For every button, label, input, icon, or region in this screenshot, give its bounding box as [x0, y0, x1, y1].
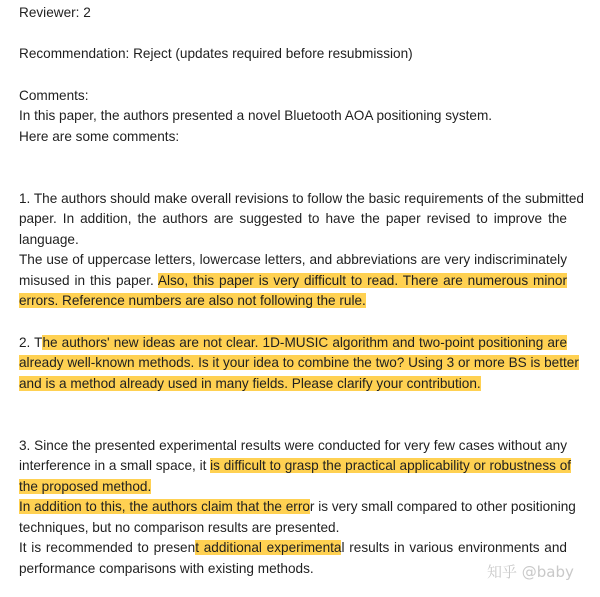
highlighted-text: In addition to this, the authors claim that the erro — [19, 499, 310, 514]
comment3-text: It is recommended to presen — [19, 540, 196, 555]
recommendation-line: Recommendation: Reject (updates required before resubmission) — [19, 46, 413, 61]
comment2-line — [19, 353, 579, 373]
comment3-line — [19, 477, 567, 497]
comment1-line: language. — [19, 232, 79, 247]
comment3-line: performance comparisons with existing methods. — [19, 561, 314, 576]
highlighted-text: already well-known methods. Is it your idea to combine the two? Using 3 or more BS is better — [19, 355, 579, 370]
comment2-text: 2. T — [19, 335, 43, 350]
comment1-line — [19, 291, 567, 311]
comments-heading: Comments: — [19, 88, 89, 103]
highlighted-text: the proposed method. — [19, 479, 152, 494]
highlighted-text: t additional experimenta — [195, 540, 342, 555]
comment3-text: l results in various environments and — [341, 540, 567, 555]
highlighted-text: and is a method already used in many fields. Please clarify your contribution. — [19, 376, 481, 391]
comment3-text: r is very small compared to other positioning — [309, 499, 576, 514]
comment2-line — [19, 374, 567, 394]
reviewer-line: Reviewer: 2 — [19, 5, 91, 20]
comment1-text: misused in this paper. — [19, 273, 158, 288]
comment3-text: interference in a small space, it — [19, 458, 211, 473]
intro-line: In this paper, the authors presented a novel Bluetooth AOA positioning system. — [19, 108, 493, 123]
comment1-line — [19, 271, 567, 291]
comment1-line: 1. The authors should make overall revisions to follow the basic requirements of the submitted — [19, 191, 584, 206]
comment3-line — [19, 538, 567, 558]
comment3-line — [19, 497, 576, 517]
comment2-line — [19, 333, 567, 353]
highlighted-text: he authors' new ideas are not clear. 1D-MUSIC algorithm and two-point positioning are — [42, 335, 568, 350]
highlighted-text: errors. Reference numbers are also not following the rule. — [19, 293, 366, 308]
highlighted-text: Also, this paper is very difficult to read. There are numerous minor — [157, 273, 567, 288]
intro-line: Here are some comments: — [19, 129, 180, 144]
watermark: 知乎 @baby — [487, 563, 574, 581]
highlighted-text: is difficult to grasp the practical applicability or robustness of — [210, 458, 572, 473]
comment3-line — [19, 456, 572, 476]
comment3-line: 3. Since the presented experimental results were conducted for very few cases without any — [19, 438, 567, 453]
comment1-line: The use of uppercase letters, lowercase letters, and abbreviations are very indiscriminately — [19, 252, 567, 267]
comment3-line: techniques, but no comparison results are presented. — [19, 520, 340, 535]
comment1-line: paper. In addition, the authors are suggested to have the paper revised to improve the — [19, 211, 567, 226]
